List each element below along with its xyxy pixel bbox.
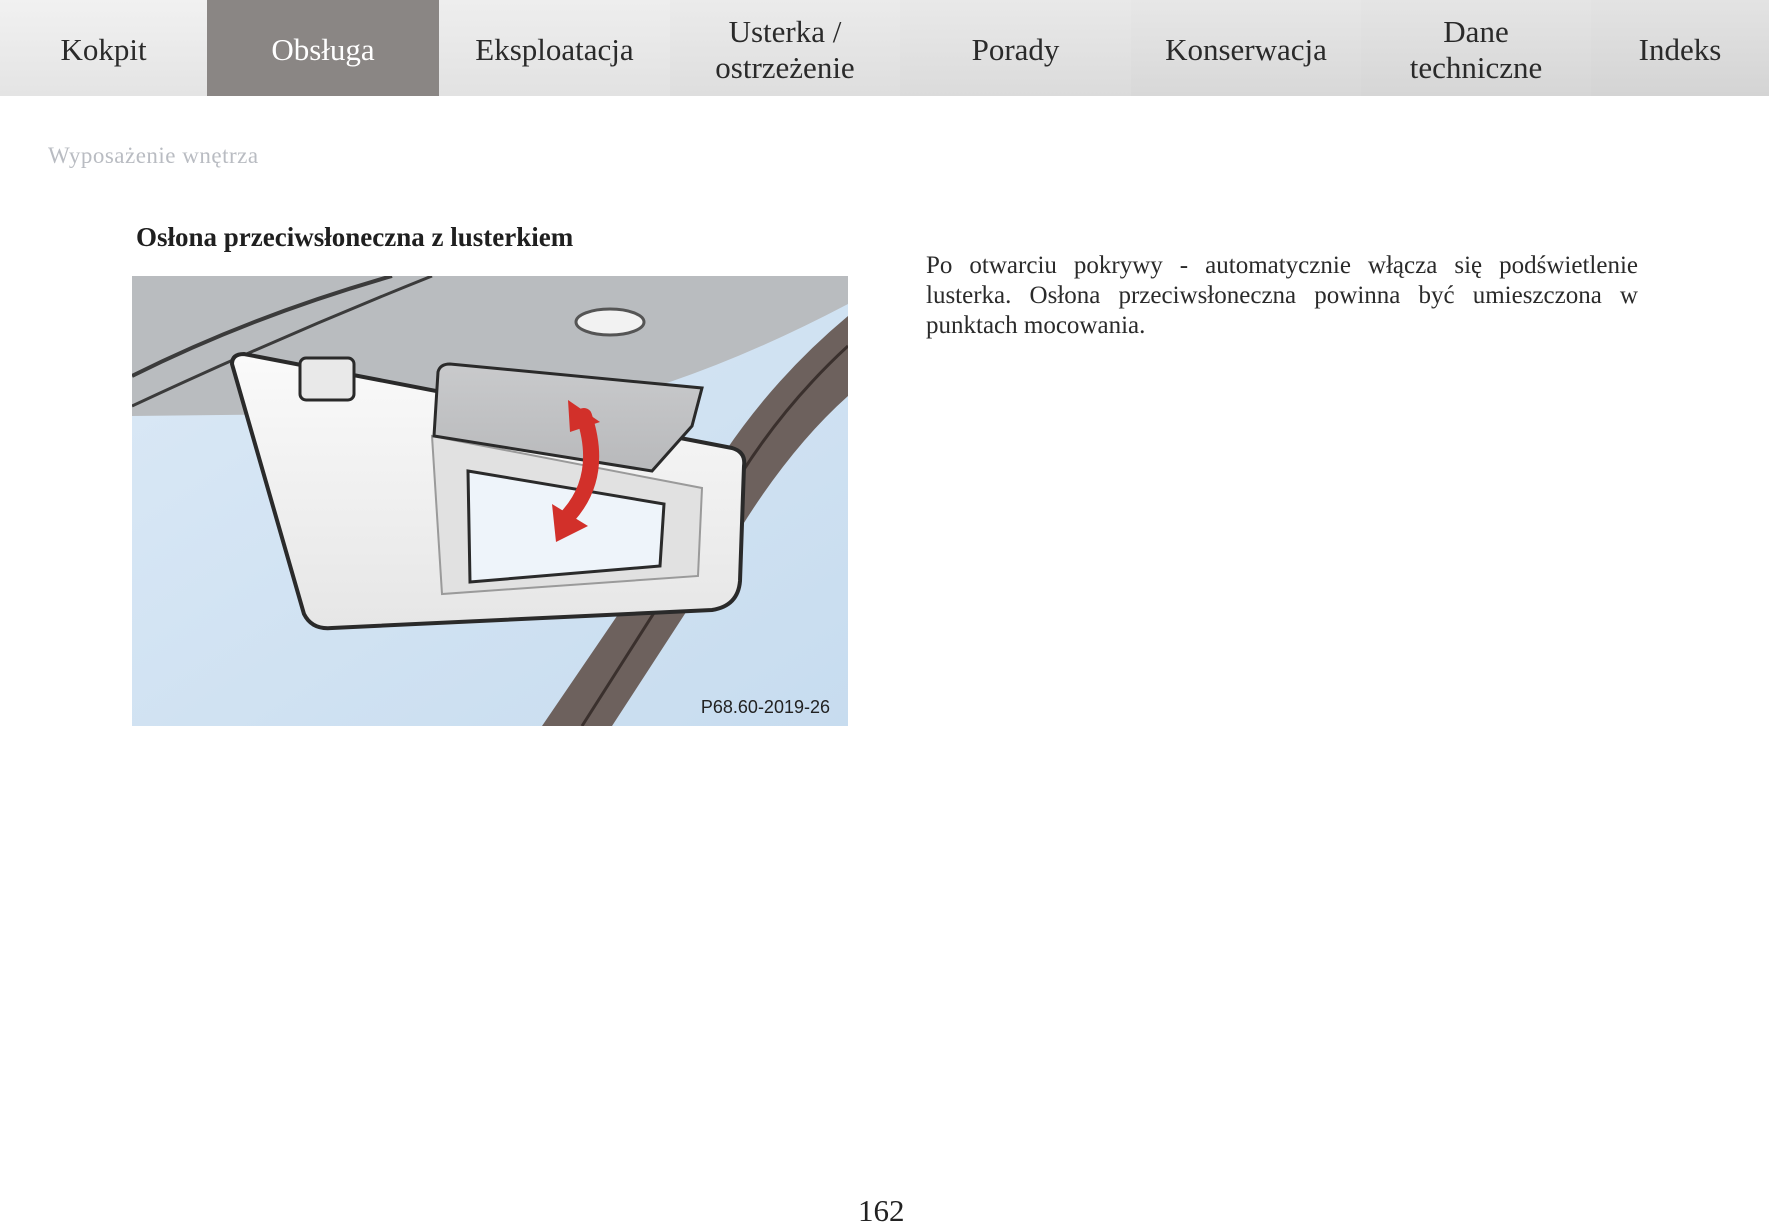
chapter-tab-bar xyxy=(0,0,1769,96)
tab-eksploatacja[interactable] xyxy=(439,0,670,96)
tab-label: Kokpit xyxy=(60,32,147,67)
tab-indeks[interactable] xyxy=(1591,0,1769,96)
tab-dane-techniczne[interactable] xyxy=(1361,0,1591,96)
tab-label: Indeks xyxy=(1638,32,1722,67)
tab-obsluga[interactable] xyxy=(207,0,439,96)
sun-visor-drawing xyxy=(132,276,848,726)
tab-label: Konserwacja xyxy=(1165,32,1327,67)
visor-clip xyxy=(300,358,354,400)
figure-code: P68.60-2019-26 xyxy=(700,697,830,717)
section-heading: Osłona przeciwsłoneczna z lusterkiem xyxy=(136,222,574,252)
dome-light xyxy=(576,309,644,335)
tab-usterka-ostrzezenie[interactable] xyxy=(670,0,900,96)
tab-kokpit[interactable] xyxy=(0,0,207,96)
tab-label: Usterka / ostrzeżenie xyxy=(715,14,855,85)
page-number: 162 xyxy=(858,1193,905,1228)
tab-konserwacja[interactable] xyxy=(1131,0,1361,96)
tab-label: Porady xyxy=(971,32,1060,67)
tab-porady[interactable] xyxy=(900,0,1131,96)
tab-label: Eksploatacja xyxy=(475,32,634,67)
sun-visor-illustration xyxy=(132,276,848,726)
body-text: Po otwarciu pokrywy - automatycznie włącza się podświetlenie lusterka. Osłona przeciwsłoneczna powinna być umieszczona w punktach mocowania. xyxy=(926,252,1638,339)
tab-label: Obsługa xyxy=(271,32,375,67)
section-label: Wyposażenie wnętrza xyxy=(48,143,259,168)
tab-label: Dane techniczne xyxy=(1409,14,1543,85)
